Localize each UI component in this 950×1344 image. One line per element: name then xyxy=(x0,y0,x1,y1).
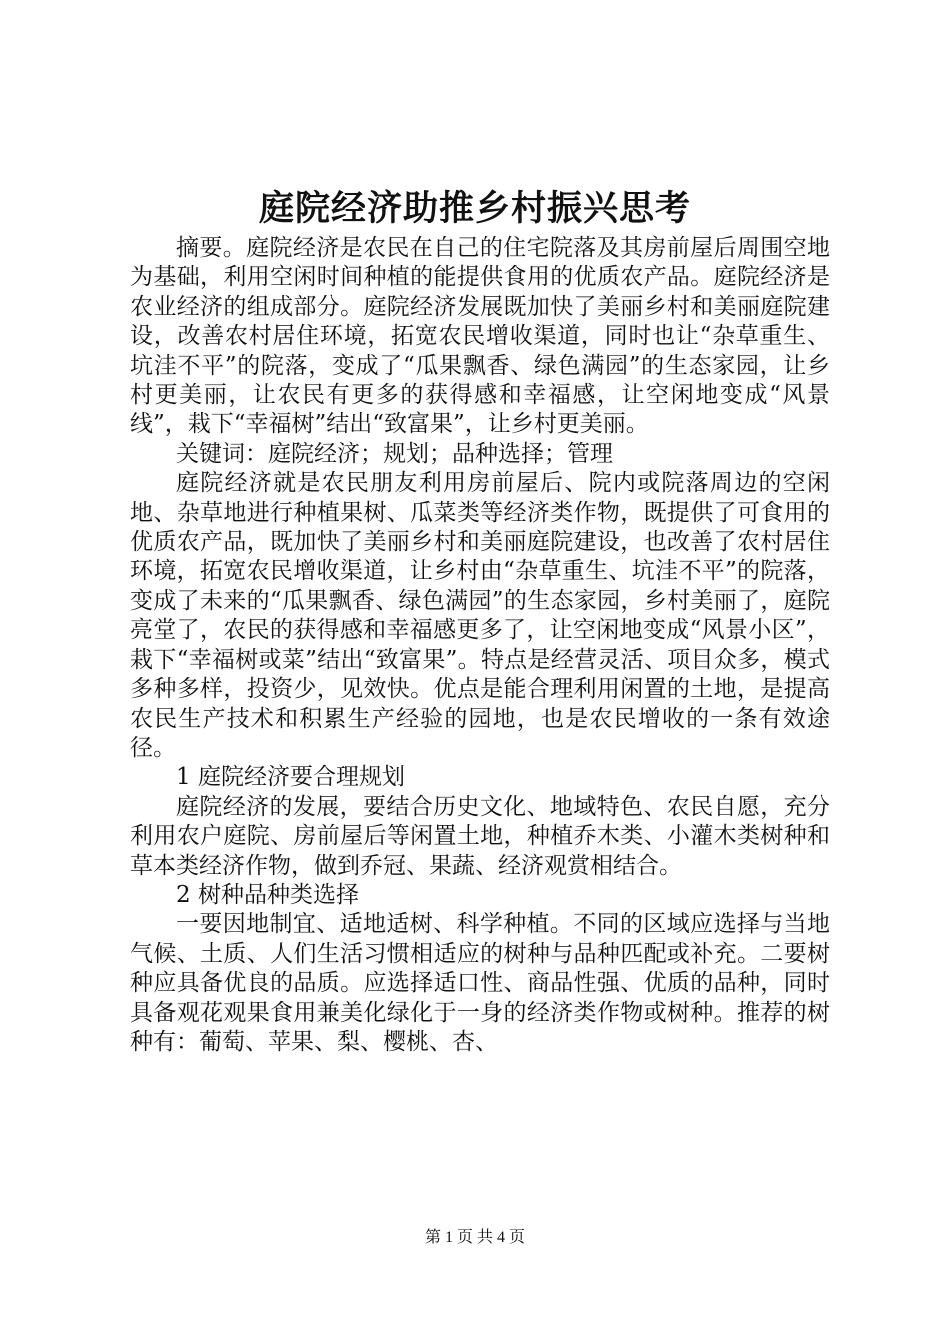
document-body xyxy=(130,234,830,1057)
section-2-paragraph: 一要因地制宜、适地适树、科学种植。不同的区域应选择与当地气候、土质、人们生活习惯相适应的树种与品种匹配或补充。二要树种应具备优良的品质。应选择适口性、商品性强、优质的品种，同时具备观花观果食用兼美化绿化于一身的经济类作物或树种。推荐的树种有：葡萄、苹果、梨、樱桃、杏、 xyxy=(130,911,830,1055)
document-title: 庭院经济助推乡村振兴思考 xyxy=(258,188,691,229)
page-footer: 第 1 页 共 4 页 xyxy=(424,1229,525,1246)
intro-paragraph: 庭院经济就是农民朋友利用房前屋后、院内或院落周边的空闲地、杂草地进行种植果树、瓜菜类等经济类作物，既提供了可食用的优质农产品，既加快了美丽乡村和美丽庭院建设，也改善了农村居住环境，拓宽农民增收渠道，让乡村由“杂草重生、坑洼不平”的院落，变成了未来的“瓜果飘香、绿色满园”的生态家园，乡村美丽了，庭院亮堂了，农民的获得感和幸福感更多了，让空闲地变成“风景小区”，栽下“幸福树或菜”结出“致富果”。特点是经营灵活、项目众多，模式多种多样，投资少，见效快。优点是能合理利用闲置的土地，是提高农民生产技术和积累生产经验的园地，也是农民增收的一条有效途径。 xyxy=(130,470,830,761)
keywords-paragraph: 关键词：庭院经济；规划；品种选择；管理 xyxy=(176,440,613,467)
section-heading-2: 2 树种品种类选择 xyxy=(176,881,359,908)
abstract-paragraph: 摘要。庭院经济是农民在自己的住宅院落及其房前屋后周围空地为基础，利用空闲时间种植的能提供食用的优质农产品。庭院经济是农业经济的组成部分。庭院经济发展既加快了美丽乡村和美丽庭院建设，改善农村居住环境，拓宽农民增收渠道，同时也让“杂草重生、坑洼不平”的院落，变成了“瓜果飘香、绿色满园”的生态家园，让乡村更美丽，让农民有更多的获得感和幸福感，让空闲地变成“风景线”，栽下“幸福树”结出“致富果”，让乡村更美丽。 xyxy=(130,235,830,438)
section-heading-1: 1 庭院经济要合理规划 xyxy=(176,764,405,791)
section-1-paragraph: 庭院经济的发展，要结合历史文化、地域特色、农民自愿，充分利用农户庭院、房前屋后等闲置土地，种植乔木类、小灌木类树种和草本类经济作物，做到乔冠、果蔬、经济观赏相结合。 xyxy=(130,793,830,879)
